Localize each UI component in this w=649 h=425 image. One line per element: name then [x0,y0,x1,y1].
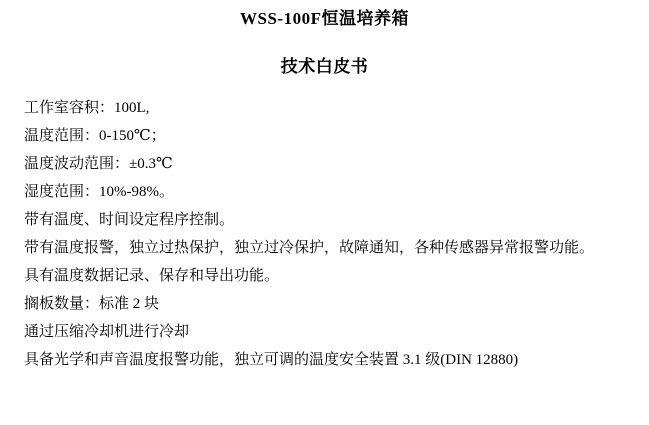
spec-item: 工作室容积：100L, [24,100,150,116]
spec-item: 具有温度数据记录、保存和导出功能。 [24,268,280,284]
document-page [0,6,649,425]
spec-item: 带有温度报警，独立过热保护，独立过冷保护，故障通知，各种传感器异常报警功能。 [24,240,595,256]
spec-item: 搁板数量：标准 2 块 [24,296,160,312]
spec-item: 通过压缩冷却机进行冷却 [24,324,190,340]
page-subtitle: 技术白皮书 [280,57,369,76]
spec-item: 温度波动范围：±0.3℃ [24,156,173,172]
spec-item: 湿度范围：10%-98%。 [24,184,174,200]
page-title: WSS-100F恒温培养箱 [240,9,409,28]
spec-item: 具备光学和声音温度报警功能，独立可调的温度安全装置 3.1 级(DIN 12880) [24,352,519,368]
spec-list [24,94,625,374]
spec-item: 带有温度、时间设定程序控制。 [24,212,235,228]
spec-item: 温度范围：0-150℃； [24,128,166,144]
